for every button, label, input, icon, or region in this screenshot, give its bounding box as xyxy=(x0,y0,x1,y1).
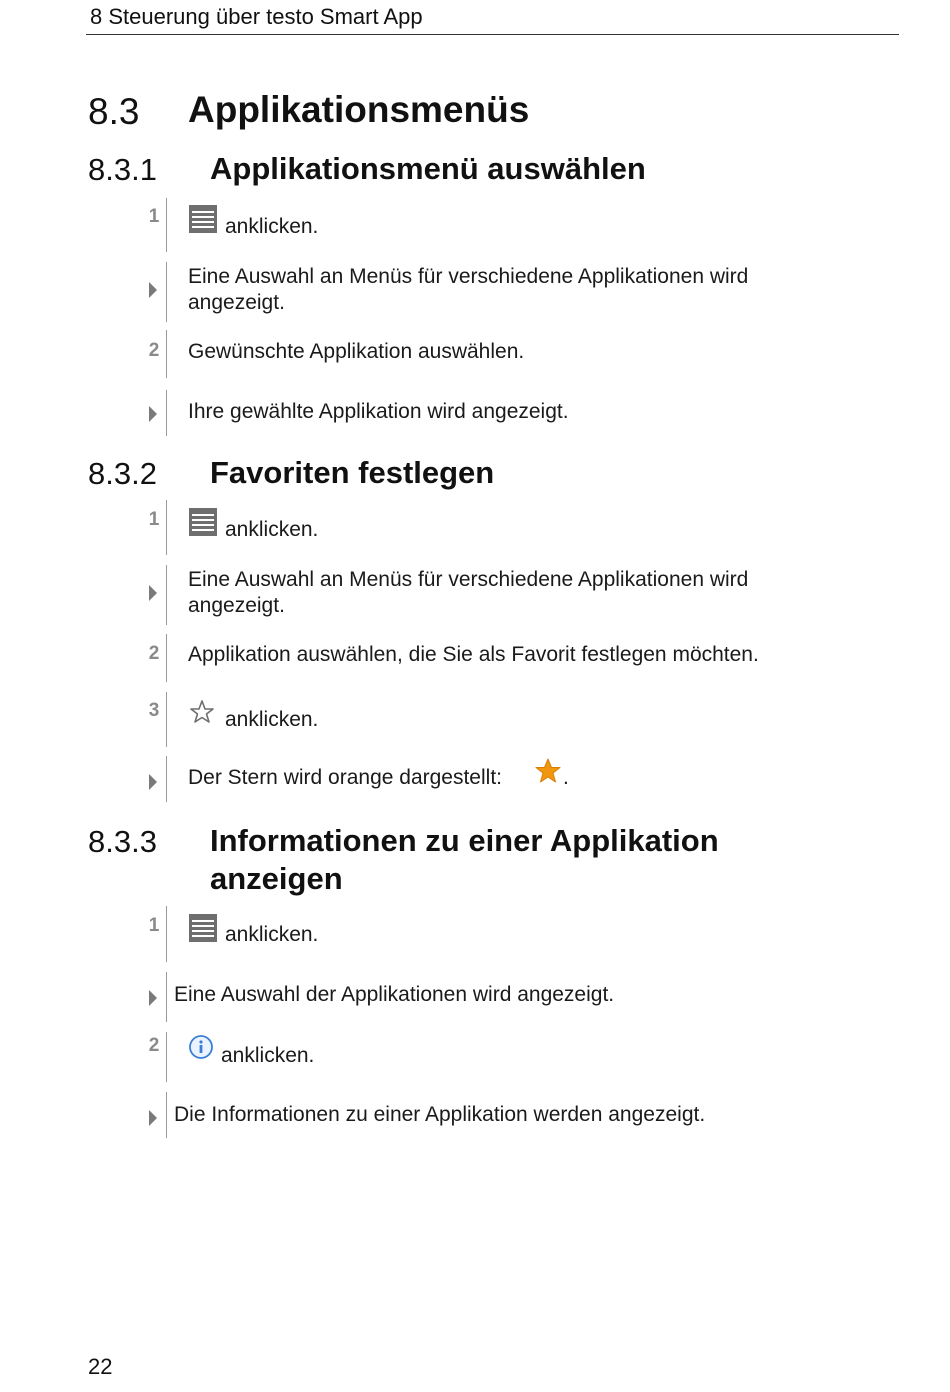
page-header-title: 8 Steuerung über testo Smart App xyxy=(90,4,423,29)
step-text: Applikation auswählen, die Sie als Favorit festlegen möchten. xyxy=(188,643,759,666)
step-bar xyxy=(166,500,167,555)
result-text: Eine Auswahl an Menüs für verschiedene Applikationen wird angezeigt. xyxy=(188,265,749,314)
step-bar xyxy=(166,198,167,252)
step-number: 1 xyxy=(148,206,160,227)
result-arrow-icon xyxy=(149,282,157,298)
subsection-number: 8.3.3 xyxy=(88,824,157,859)
result-arrow-icon xyxy=(149,990,157,1006)
step-bar xyxy=(166,1092,167,1138)
step-bar xyxy=(166,1032,167,1082)
step-text: anklicken. xyxy=(225,708,319,731)
page-number: 22 xyxy=(88,1354,113,1379)
result-text: Ihre gewählte Applikation wird angezeigt. xyxy=(188,400,569,423)
star-filled-icon xyxy=(534,757,562,790)
section-number: 8.3 xyxy=(88,91,140,132)
step-text: anklicken. xyxy=(225,923,319,946)
subsection-title-line2: anzeigen xyxy=(210,861,343,896)
step-bar xyxy=(166,565,167,625)
result-text: Die Informationen zu einer Applikation werden angezeigt. xyxy=(174,1103,706,1126)
step-number: 2 xyxy=(148,1035,160,1056)
step-bar xyxy=(166,906,167,962)
subsection-number: 8.3.1 xyxy=(88,152,157,187)
subsection-title: Favoriten festlegen xyxy=(210,455,495,490)
result-arrow-icon xyxy=(149,774,157,790)
step-number: 3 xyxy=(148,700,160,721)
step-bar xyxy=(166,634,167,682)
step-number: 2 xyxy=(148,340,160,361)
result-text: Der Stern wird orange dargestellt: xyxy=(188,766,502,789)
step-bar xyxy=(166,262,167,322)
step-bar xyxy=(166,972,167,1022)
step-bar xyxy=(166,390,167,436)
step-bar xyxy=(166,756,167,802)
result-suffix: . xyxy=(563,766,569,789)
step-bar xyxy=(166,692,167,747)
header-divider xyxy=(86,34,899,35)
menu-icon xyxy=(189,205,217,233)
step-bar xyxy=(166,330,167,378)
step-text: anklicken. xyxy=(225,215,319,238)
star-outline-icon xyxy=(189,699,215,730)
section-title: Applikationsmenüs xyxy=(188,89,530,130)
subsection-number: 8.3.2 xyxy=(88,456,157,491)
step-number: 1 xyxy=(148,915,160,936)
menu-icon xyxy=(189,508,217,536)
result-arrow-icon xyxy=(149,1110,157,1126)
info-icon xyxy=(188,1034,214,1065)
step-number: 2 xyxy=(148,643,160,664)
subsection-title-line1: Informationen zu einer Applikation xyxy=(210,823,719,858)
subsection-title: Applikationsmenü auswählen xyxy=(210,151,646,186)
result-arrow-icon xyxy=(149,585,157,601)
step-text: anklicken. xyxy=(221,1044,315,1067)
result-arrow-icon xyxy=(149,406,157,422)
menu-icon xyxy=(189,914,217,942)
step-text: Gewünschte Applikation auswählen. xyxy=(188,340,525,363)
result-text: Eine Auswahl der Applikationen wird angezeigt. xyxy=(174,983,615,1006)
step-text: anklicken. xyxy=(225,518,319,541)
result-text: Eine Auswahl an Menüs für verschiedene Applikationen wird angezeigt. xyxy=(188,568,749,617)
step-number: 1 xyxy=(148,509,160,530)
